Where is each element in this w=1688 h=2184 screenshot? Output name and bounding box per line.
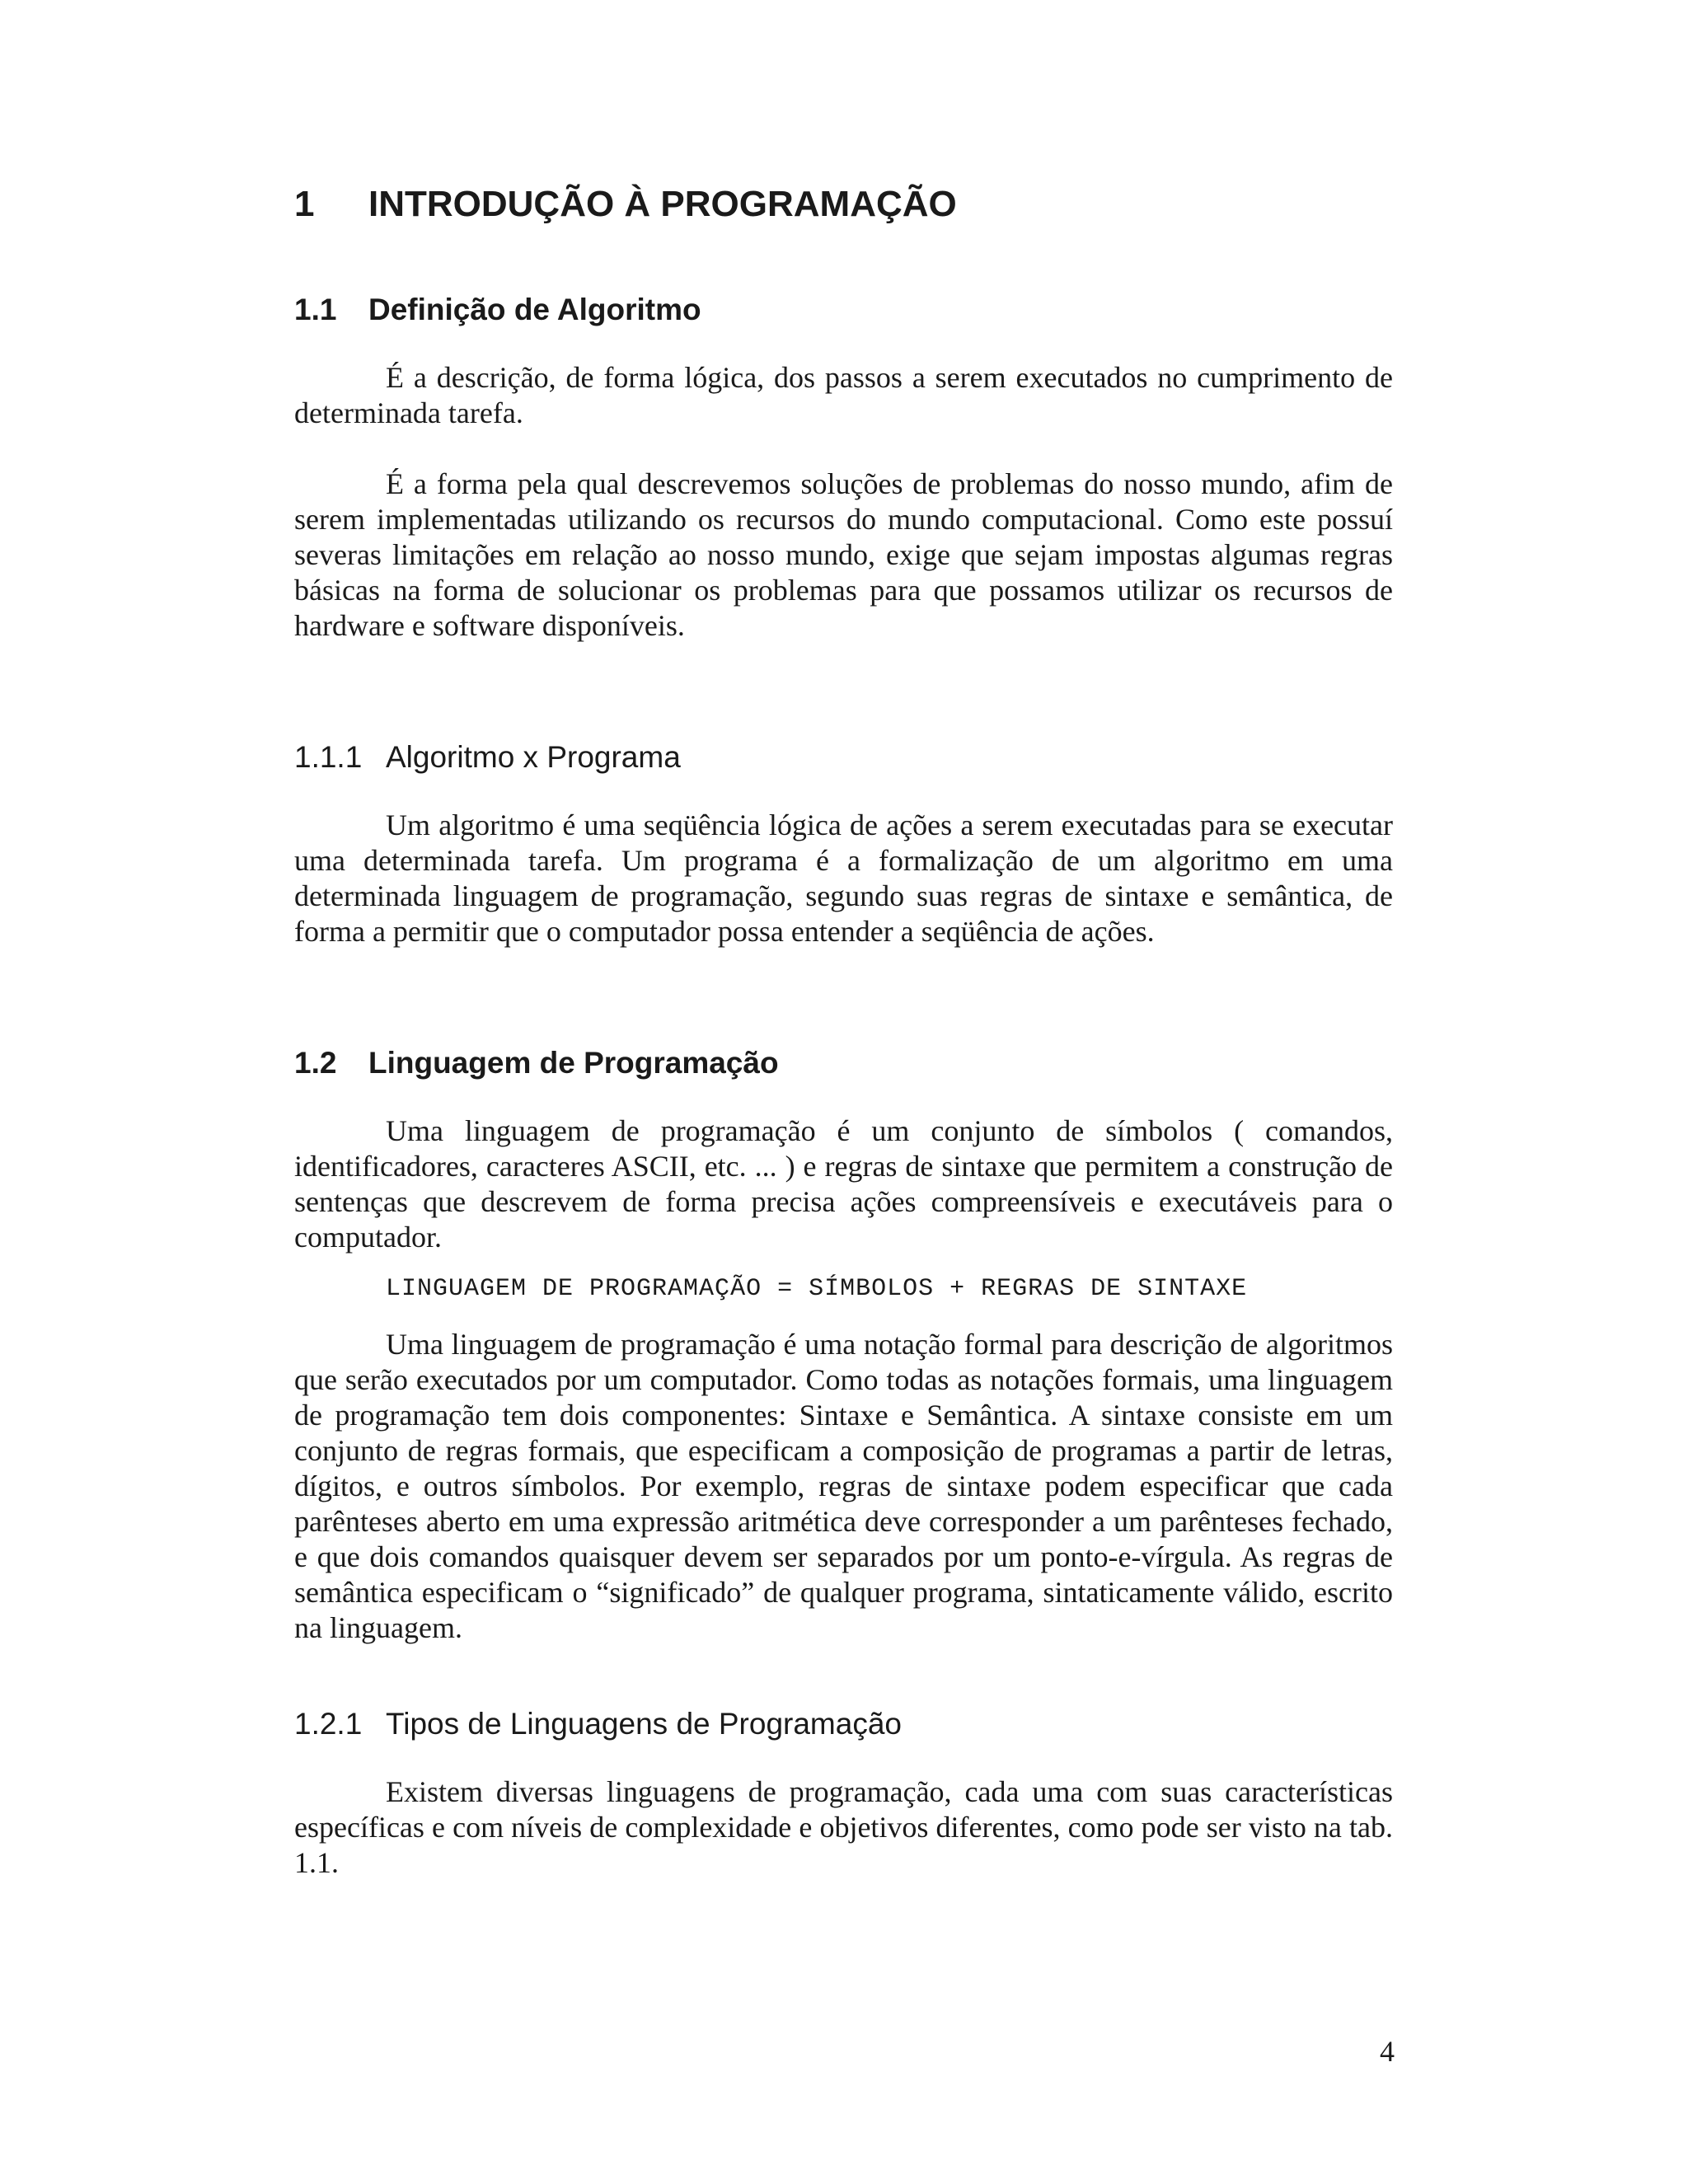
section-title: Linguagem de Programação <box>368 1046 779 1080</box>
paragraph: Existem diversas linguagens de programação, cada uma com suas características específicas e com níveis de complexidade e objetivos diferentes, como pode ser visto na tab. 1.1. <box>294 1775 1393 1879</box>
chapter-number: 1 <box>294 184 315 224</box>
section-heading-1-2 <box>294 1043 1393 1084</box>
page-number: 4 <box>1380 2035 1395 2068</box>
paragraph: Um algoritmo é uma seqüência lógica de ações a serem executadas para se executar uma determinada tarefa. Um programa é a formalização de um algoritmo em uma determinada linguagem de programação, segundo suas regras de sintaxe e semântica, de forma a permitir que o computador possa entender a seqüência de ações. <box>294 808 1393 948</box>
formula-line: LINGUAGEM DE PROGRAMAÇÃO = SÍMBOLOS + REGRAS DE SINTAXE <box>386 1275 1248 1303</box>
section-number: 1.1.1 <box>294 740 363 774</box>
section-heading-1-2-1 <box>294 1704 1393 1745</box>
section-number: 1.2.1 <box>294 1707 363 1741</box>
paragraph: Uma linguagem de programação é uma notação formal para descrição de algoritmos que serão executados por um computador. Como todas as notações formais, uma linguagem de programação tem dois componentes: Sintaxe e Semântica. A sintaxe consiste em um conjunto de regras formais, que especificam a composição de programas a partir de letras, dígitos, e outros símbolos. Por exemplo, regras de sintaxe podem especificar que cada parênteses aberto em uma expressão aritmética deve corresponder a um parênteses fechado, e que dois comandos quaisquer devem ser separados por um ponto-e-vírgula. As regras de semântica especificam o “significado” de qualquer programa, sintaticamente válido, escrito na linguagem. <box>294 1328 1393 1644</box>
chapter-title: INTRODUÇÃO À PROGRAMAÇÃO <box>368 184 957 224</box>
section-title: Algoritmo x Programa <box>386 740 681 774</box>
section-number: 1.1 <box>294 293 337 326</box>
section-title: Definição de Algoritmo <box>368 293 701 326</box>
paragraph: Uma linguagem de programação é um conjunto de símbolos ( comandos, identificadores, caracteres ASCII, etc. ... ) e regras de sintaxe que permitem a construção de sentenças que descrevem de forma precisa ações compreensíveis e executáveis para o computador. <box>294 1114 1393 1254</box>
paragraph: É a forma pela qual descrevemos soluções de problemas do nosso mundo, afim de serem implementadas utilizando os recursos do mundo computacional. Como este possuí severas limitações em relação ao nosso mundo, exige que sejam impostas algumas regras básicas na forma de solucionar os problemas para que possamos utilizar os recursos de hardware e software disponíveis. <box>294 467 1393 642</box>
section-number: 1.2 <box>294 1046 337 1080</box>
page-content <box>294 148 1393 1881</box>
section-title: Tipos de Linguagens de Programação <box>386 1707 902 1741</box>
section-heading-1-1-1 <box>294 737 1393 778</box>
section-heading-1-1 <box>294 289 1393 330</box>
paragraph: É a descrição, de forma lógica, dos passos a serem executados no cumprimento de determinada tarefa. <box>294 361 1393 429</box>
chapter-heading <box>294 180 1393 229</box>
